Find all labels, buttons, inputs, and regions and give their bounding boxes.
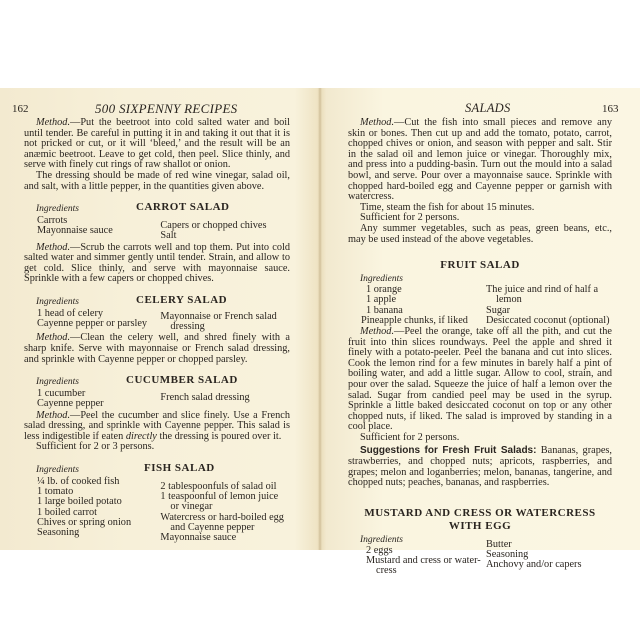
ingredients-label: Ingredients [360, 534, 403, 545]
recipe-title-line1: MUSTARD AND CRESS OR WATERCRESS [364, 506, 596, 519]
fish-note: Any summer vegetables, such as peas, green beans, etc., may be used instead of the above vegetables. [348, 222, 612, 245]
fish-time: Time, steam the fish for about 15 minutes. [360, 201, 535, 213]
beetroot-method: Method.—Put the beetroot into cold salted water and boil until tender. Be careful in putting it in and taking it out that it is not pricked or cut, or it will ‘bleed,’ and the result will be an anæmic beetroot. Leave to get cold, then peel. Slice thinly, and serve with finely cut rings of raw shallot or onion. [24, 117, 290, 171]
method-label: Method. [36, 117, 71, 128]
recipe-celery-salad [24, 295, 290, 365]
recipe-mustard-and-cress [348, 507, 612, 577]
ingredients-label: Ingredients [36, 296, 79, 307]
ingredients-label: Ingredients [36, 377, 79, 388]
ingredients-list: 1 orange 1 apple 1 banana Pineapple chunks, if liked The juice and rind of half a lemon Sugar Desiccated coconut (optional) [361, 284, 610, 326]
left-page [0, 88, 320, 550]
ingredients-list: ¼ lb. of cooked fish 1 tomato 1 large boiled potato 1 boiled carrot Chives or spring onion Seasoning 2 tablespoonfuls of salad oil 1 teaspoonful of lemon juice or vinegar Watercress or hard-boiled egg and Cayenne pepper Mayonnaise sauce [37, 475, 284, 543]
recipe-title: FRUIT SALAD [440, 259, 520, 272]
running-title: SALADS [465, 101, 511, 115]
ingredients-list: 1 head of celery Cayenne pepper or parsley Mayonnaise or French salad dressing [37, 307, 277, 333]
recipe-carrot-salad [24, 202, 290, 285]
fruit-salad-suggestions: Suggestions for Fresh Fruit Salads: Bananas, grapes, strawberries, and chopped nuts; apricots, raspberries, and grapes; melon and loganberries; melon, bananas, tangerine, and chopped nuts; peaches, bananas, and raspberries. [348, 445, 612, 489]
recipe-title-line2: WITH EGG [448, 519, 512, 532]
dressing-note: The dressing should be made of red wine vinegar, salad oil, and salt, with a little pepper, in the quantities given above. [24, 169, 290, 192]
recipe-fruit-salad [348, 259, 612, 489]
page-number: 163 [602, 103, 619, 115]
recipe-method: Method.—Peel the cucumber and slice finely. Use a French salad dressing, and sprinkle with Cayenne pepper. This salad is less indigestible if eaten directly the dressing is poured over it. [24, 409, 290, 442]
right-page-body [348, 118, 612, 577]
suggestions-label: Suggestions for Fresh Fruit Salads: [360, 445, 537, 457]
fish-method: Method.—Cut the fish into small pieces and remove any skin or bones. Then cut up and add the tomato, potato, carrot, chopped chives or onion, and season with pepper and salt. Stir in the salad oil and lemon juice or vinegar. Thoroughly mix, and press into a pudding-basin. Turn out the mould into a salad bowl, and serve. Pour over a mayonnaise sauce. Sprinkle with chopped hard-boiled egg and Cayenne pepper or garnish with watercress. [348, 117, 612, 203]
recipe-sufficient: Sufficient for 2 or 3 persons. [36, 441, 155, 453]
running-title: 500 SIXPENNY RECIPES [95, 101, 238, 116]
recipe-title: CUCUMBER SALAD [126, 374, 238, 387]
recipe-cucumber-salad [24, 375, 290, 453]
ingredients-label: Ingredients [360, 274, 403, 285]
ingredients-list: 1 cucumber Cayenne pepper French salad dressing [37, 388, 250, 410]
right-page [320, 88, 640, 577]
recipe-title: CARROT SALAD [136, 201, 230, 214]
recipe-method: Method.—Clean the celery well, and shred finely with a sharp knife. Serve with mayonnaise or French salad dressing, and sprinkle with Cayenne pepper or chopped parsley. [24, 332, 290, 365]
recipe-title: FISH SALAD [144, 461, 215, 474]
recipe-fish-salad [24, 463, 290, 543]
recipe-title: CELERY SALAD [136, 293, 228, 306]
recipe-sufficient: Sufficient for 2 persons. [360, 431, 460, 443]
book-spread [0, 88, 640, 577]
ingredients-label: Ingredients [36, 464, 79, 475]
ingredients-list: 2 eggs Mustard and cress or water- cress Butter Seasoning Anchovy and/or capers [366, 538, 582, 577]
ingredients-list: Carrots Mayonnaise sauce Capers or chopped chives Salt [37, 215, 267, 242]
fish-sufficient: Sufficient for 2 persons. [360, 212, 460, 224]
page-number: 162 [12, 103, 29, 115]
recipe-method: Method.—Scrub the carrots well and top them. Put into cold salted water and simmer gently until tender. Strain, and allow to get cold. Slice thinly, and serve with mayonnaise sauce. Sprinkle with a few capers or chopped chives. [24, 241, 290, 285]
left-page-body [24, 118, 290, 544]
ingredients-label: Ingredients [36, 204, 79, 215]
recipe-method: Method.—Peel the orange, take off all the pith, and cut the fruit into thin slices roundways. Peel the apple and shred it finely with a potato-peeler. Peel the banana and cut into slices. Cook the lemon rind for a few minutes in barely half a pint of boiling water, and add a little sugar. Allow to cool, strain, and pour over the salad. Squeeze the juice of half a lemon over the salad. Sugar from candied peel may be used in the syrup. Sprinkle a little baked desiccated coconut on top or any other chopped nuts, if liked. The salad is improved by standing in a cool place. [348, 325, 612, 433]
